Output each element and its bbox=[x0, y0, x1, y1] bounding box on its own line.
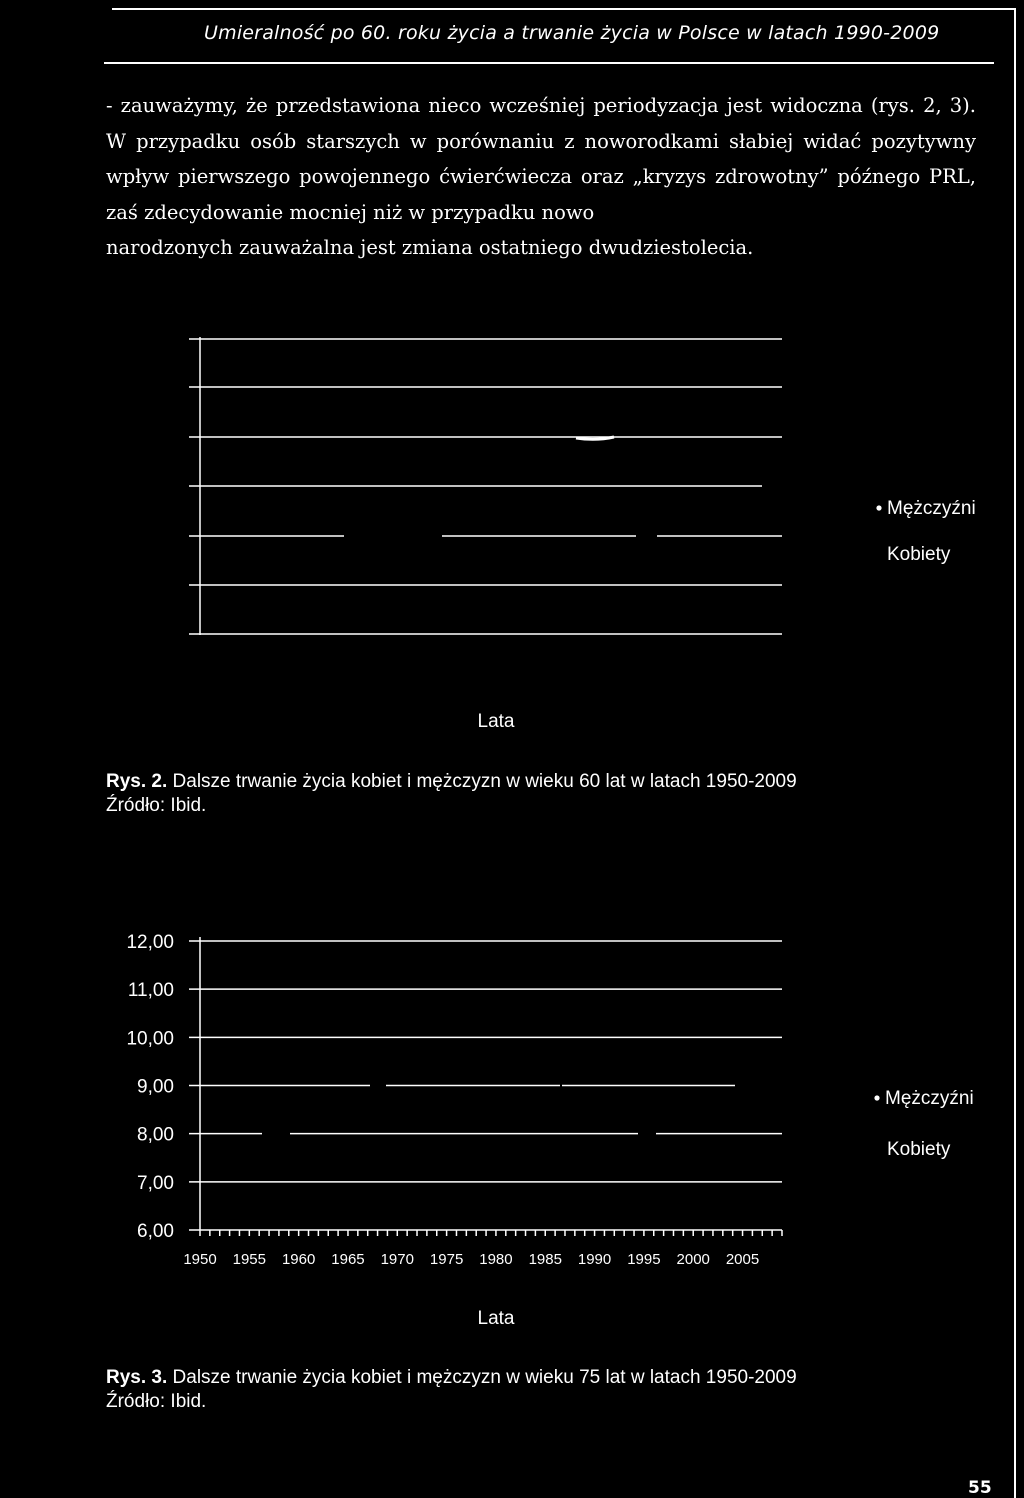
fig2-legend-women: Kobiety bbox=[887, 544, 951, 565]
fig3-legend-women: Kobiety bbox=[887, 1139, 951, 1160]
fig3-y-tick-label: 8,00 bbox=[137, 1124, 174, 1146]
fig3-x-tick-label: 1980 bbox=[479, 1251, 513, 1268]
figure-3-source: Źródło: Ibid. bbox=[106, 1391, 207, 1412]
fig3-x-tick-label: 1975 bbox=[429, 1251, 464, 1268]
fig3-x-tick-label: 1995 bbox=[627, 1251, 661, 1268]
fig3-y-tick-label: 12,00 bbox=[126, 932, 174, 953]
body-paragraph-last-line: narodzonych zauważalna jest zmiana ostatniego dwudziestolecia. bbox=[106, 236, 754, 259]
fig3-x-axis-title: Lata bbox=[477, 1308, 515, 1329]
figure-3-caption-label: Rys. 3. bbox=[106, 1367, 168, 1388]
fig3-y-tick-label: 11,00 bbox=[127, 980, 174, 1002]
fig3-x-tick-label: 1965 bbox=[331, 1251, 365, 1268]
fig3-legend-marker-men bbox=[874, 1095, 879, 1100]
fig2-legend-men: Mężczyźni bbox=[887, 498, 976, 519]
fig3-x-tick-label: 2000 bbox=[676, 1251, 710, 1268]
fig3-x-tick-label: 1960 bbox=[281, 1251, 316, 1268]
fig3-x-tick-label: 1950 bbox=[183, 1251, 217, 1268]
figure-3-caption bbox=[106, 1366, 797, 1414]
figure-2-caption-label: Rys. 2. bbox=[106, 771, 168, 792]
fig3-x-tick-label: 2005 bbox=[725, 1251, 760, 1268]
running-header: Umieralność po 60. roku życia a trwanie życia w Polsce w latach 1990-2009 bbox=[204, 22, 940, 44]
fig3-y-tick-label: 10,00 bbox=[126, 1028, 174, 1050]
figure-2-source: Źródło: Ibid. bbox=[106, 795, 207, 816]
figure-3-caption-text: Dalsze trwanie życia kobiet i mężczyzn w wieku 75 lat w latach 1950-2009 bbox=[167, 1367, 797, 1388]
body-paragraph-text: - zauważymy, że przedstawiona nieco wcześniej periodyzacja jest widoczna (rys. 2, 3). W przypadku osób starszych w porównaniu z noworodkami słabiej widać pozytywny wpływ pierwszego powojennego ćwierćwiecza oraz „kryzys zdrowotny” późnego PRL, zaś zdecydowanie mocniej niż w przypadku nowo bbox=[106, 94, 976, 224]
fig3-x-tick-label: 1990 bbox=[577, 1251, 612, 1268]
fig3-legend-men: Mężczyźni bbox=[885, 1088, 974, 1109]
fig3-x-tick-label: 1955 bbox=[232, 1251, 267, 1268]
fig3-y-tick-label: 7,00 bbox=[137, 1172, 174, 1194]
fig3-y-tick-label: 6,00 bbox=[137, 1221, 174, 1242]
fig3-x-tick-label: 1970 bbox=[380, 1251, 414, 1268]
fig2-x-axis-title: Lata bbox=[477, 711, 515, 732]
fig3-y-tick-label: 9,00 bbox=[137, 1076, 174, 1098]
figure-2-caption-text: Dalsze trwanie życia kobiet i mężczyzn w wieku 60 lat w latach 1950-2009 bbox=[167, 771, 797, 792]
page-number: 55 bbox=[968, 1478, 992, 1498]
fig3-x-tick-label: 1985 bbox=[528, 1251, 562, 1268]
